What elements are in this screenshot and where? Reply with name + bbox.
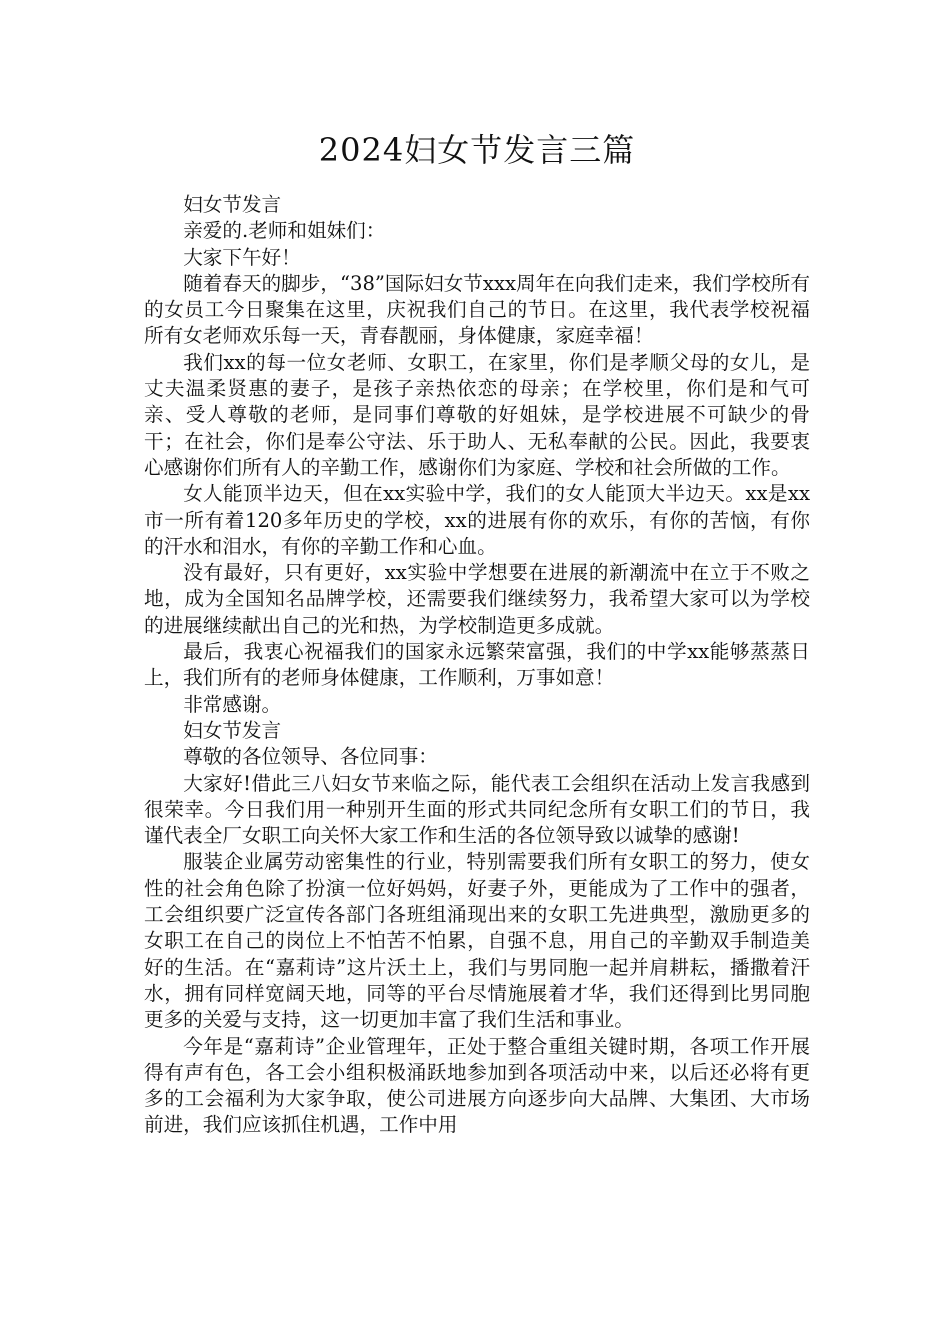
paragraph: 妇女节发言 (183, 718, 282, 742)
document-title: 2024妇女节发言三篇 (318, 131, 636, 169)
paragraph: 我们xx的每一位女老师、女职工，在家里，你们是孝顺父母的女儿，是丈夫温柔贤惠的妻子，是孩子亲热依恋的母亲；在学校里，你们是和气可亲、受人尊敬的老师，是同事们尊敬的好姐妹，是学校进展不可缺少的骨干；在社会，你们是奉公守法、乐于助人、无私奉献的公民。因此，我要衷心感谢你们所有人的辛勤工作，感谢你们为家庭、学校和社会所做的工作。 (144, 350, 810, 479)
paragraph: 亲爱的.老师和姐妹们： (183, 219, 386, 243)
paragraph: 大家好!借此三八妇女节来临之际，能代表工会组织在活动上发言我感到很荣幸。今日我们用一种别开生面的形式共同纪念所有女职工们的节日，我谨代表全厂女职工向关怀大家工作和生活的各位领导致以诚挚的感谢! (144, 771, 810, 848)
paragraph: 没有最好，只有更好，xx实验中学想要在进展的新潮流中在立于不败之地，成为全国知名品牌学校，还需要我们继续努力，我希望大家可以为学校的进展继续献出自己的光和热，为学校制造更多成就。 (144, 561, 810, 637)
paragraph: 服装企业属劳动密集性的行业，特别需要我们所有女职工的努力，使女性的社会角色除了扮演一位好妈妈，好妻子外，更能成为了工作中的强者，工会组织要广泛宣传各部门各班组涌现出来的女职工先进典型，激励更多的女职工在自己的岗位上不怕苦不怕累，自强不息，用自己的辛勤双手制造美好的生活。在“嘉莉诗”这片沃土上，我们与男同胞一起并肩耕耘，播撒着汗水，拥有同样宽阔天地，同等的平台尽情施展着才华，我们还得到比男同胞更多的关爱与支持，这一切更加丰富了我们生活和事业。 (144, 850, 810, 1032)
document-body (144, 192, 810, 1139)
paragraph: 妇女节发言 (183, 193, 282, 216)
paragraph: 大家下午好！ (183, 245, 301, 269)
paragraph: 最后，我衷心祝福我们的国家永远繁荣富强，我们的中学xx能够蒸蒸日上，我们所有的老师身体健康，工作顺利，万事如意！ (144, 640, 810, 690)
paragraph: 今年是“嘉莉诗”企业管理年，正处于整合重组关键时期，各项工作开展得有声有色，各工会小组积极涌跃地参加到各项活动中来，以后还必将有更多的工会福利为大家争取，使公司进展方向逐步向大品牌、大集团、大市场前进，我们应该抓住机遇，工作中用 (144, 1034, 810, 1137)
paragraph: 女人能顶半边天，但在xx实验中学，我们的女人能顶大半边天。xx是xx市一所有着120多年历史的学校，xx的进展有你的欢乐，有你的苦恼，有你的汗水和泪水，有你的辛勤工作和心血。 (144, 482, 810, 558)
paragraph: 随着春天的脚步，“38”国际妇女节xxx周年在向我们走来，我们学校所有的女员工今日聚集在这里，庆祝我们自己的节日。在这里，我代表学校祝福所有女老师欢乐每一天，青春靓丽，身体健康，家庭幸福！ (144, 271, 810, 348)
paragraph: 非常感谢。 (183, 692, 282, 716)
paragraph: 尊敬的各位领导、各位同事： (183, 745, 438, 769)
